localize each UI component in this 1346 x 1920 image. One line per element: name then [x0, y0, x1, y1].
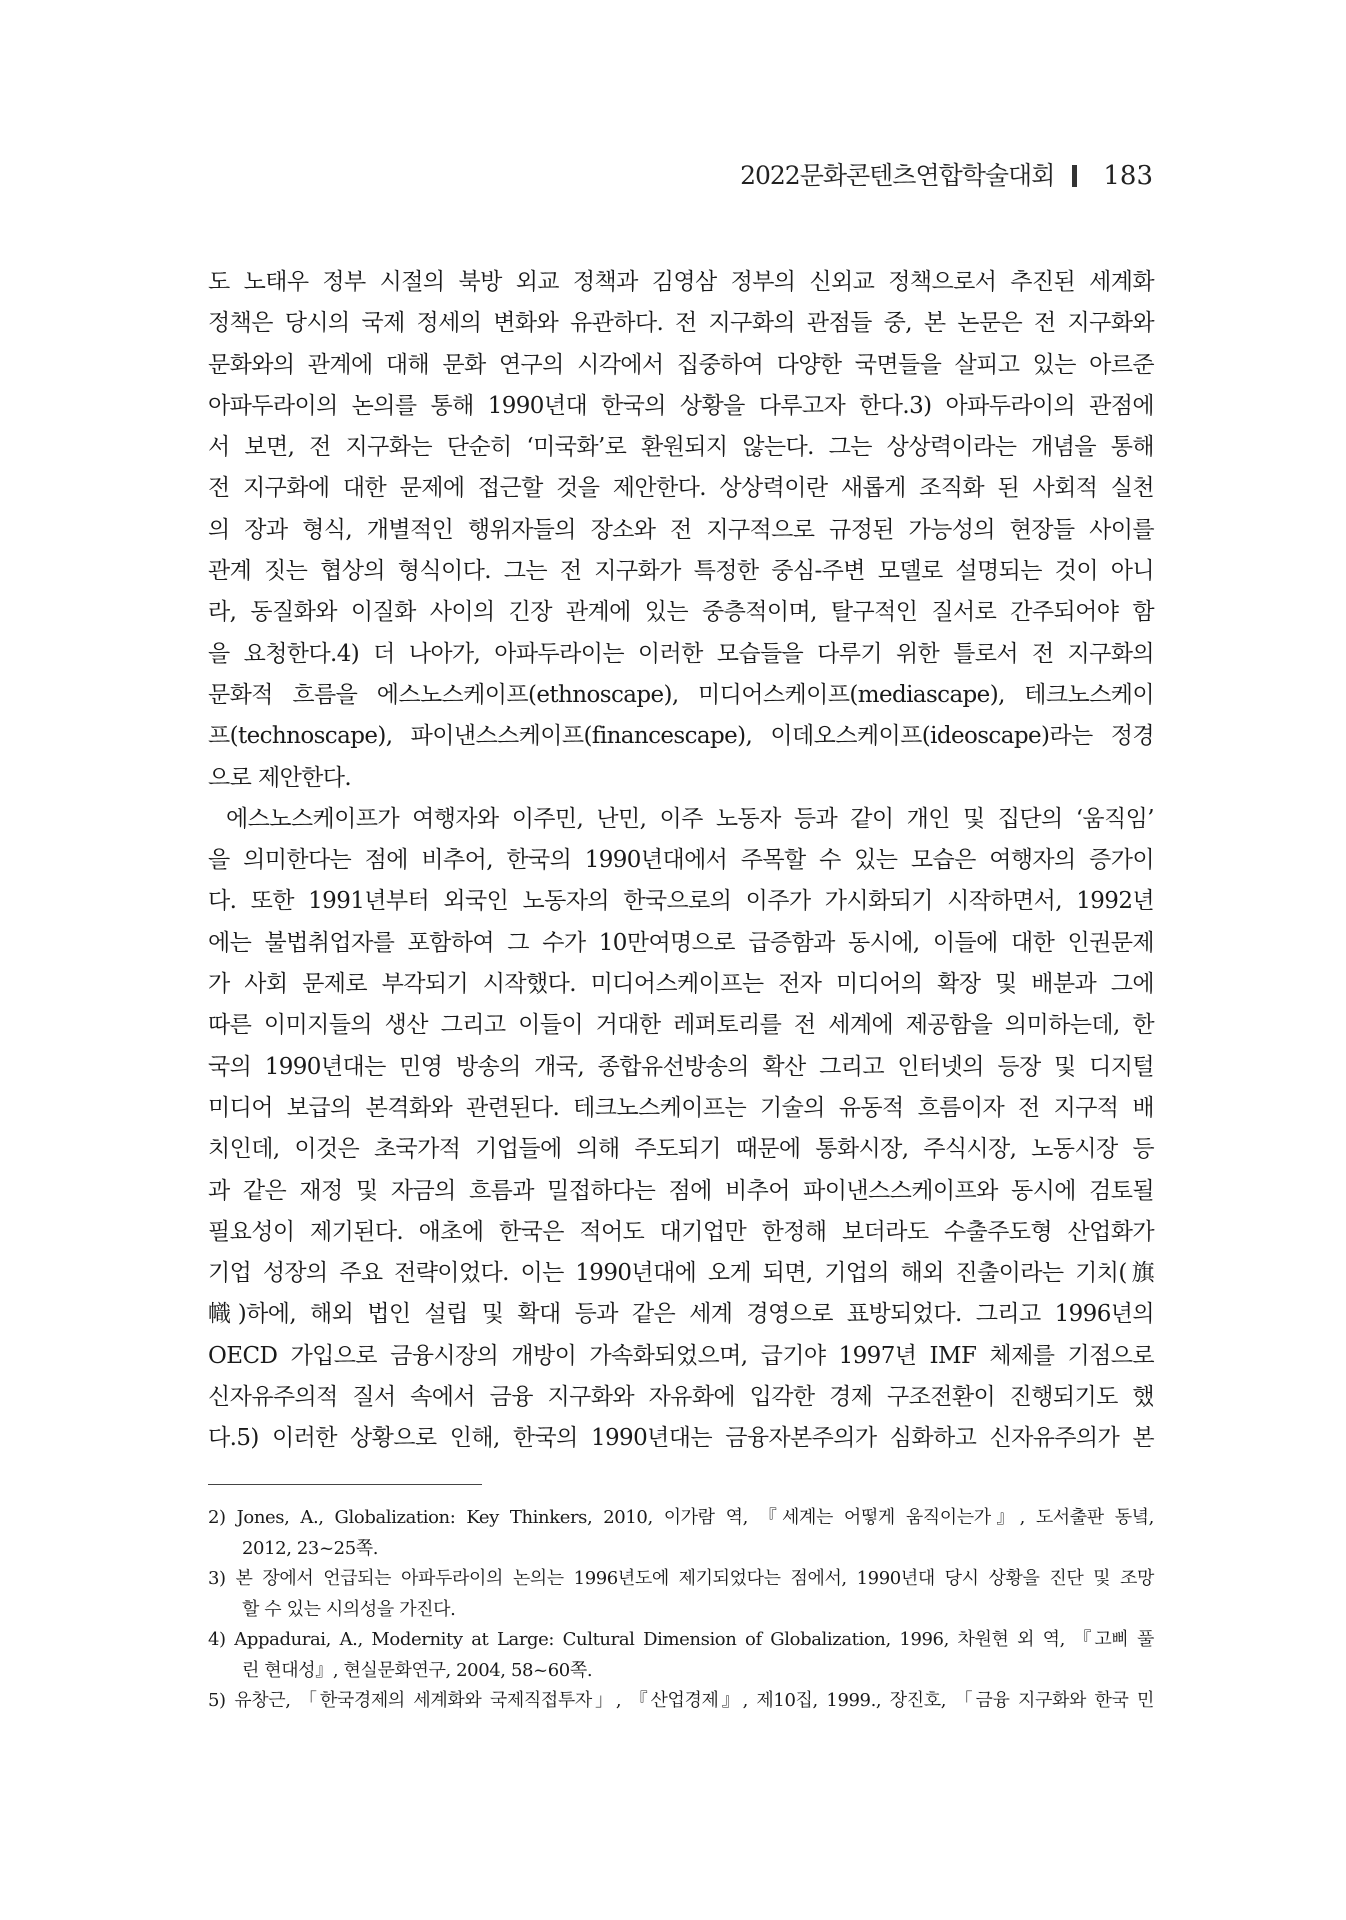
body-text — [208, 262, 1154, 1460]
body-line: 과 같은 재정 및 자금의 흐름과 밀접하다는 점에 비추어 파이낸스스케이프와 동시에 검토될 — [208, 1177, 1154, 1204]
body-line: 을 요청한다.4) 더 나아가, 아파두라이는 이러한 모습들을 다루기 위한 틀로서 전 지구화의 — [208, 640, 1154, 667]
body-line: 신자유주의적 질서 속에서 금융 지구화와 자유화에 입각한 경제 구조전환이 진행되기도 했 — [208, 1384, 1154, 1411]
body-line: 프(technoscape), 파이낸스스케이프(financescape), 이데오스케이프(ideoscape)라는 정경 — [208, 723, 1154, 750]
footnote-line: 2012, 23~25쪽. — [242, 1537, 379, 1559]
body-line: 필요성이 제기된다. 애초에 한국은 적어도 대기업만 한정해 보더라도 수출주도형 산업화가 — [208, 1218, 1154, 1245]
header-title: 2022문화콘텐츠연합학술대회 — [740, 161, 1055, 190]
footnote-line: 4) Appadurai, A., Modernity at Large: Cultural Dimension of Globalization, 1996, 차원현 외 역, 『고삐 풀 — [208, 1629, 1154, 1650]
body-line: 문화와의 관계에 대해 문화 연구의 시각에서 집중하여 다양한 국면들을 살피고 있는 아르준 — [208, 351, 1154, 378]
body-line: 으로 제안한다. — [208, 764, 352, 791]
running-header — [740, 160, 1153, 192]
footnotes — [208, 1503, 1154, 1717]
body-line: 기업 성장의 주요 전략이었다. 이는 1990년대에 오게 되면, 기업의 해외 진출이라는 기치(旗 — [208, 1260, 1154, 1287]
footnote-line: 할 수 있는 시의성을 가진다. — [242, 1598, 456, 1620]
body-line: 을 의미한다는 점에 비추어, 한국의 1990년대에서 주목할 수 있는 모습은 여행자의 증가이 — [208, 847, 1154, 874]
footnote-line: 5) 유창근, 「한국경제의 세계화와 국제직접투자」, 『산업경제』, 제10집, 1999., 장진호, 「금융 지구화와 한국 민 — [208, 1690, 1154, 1711]
body-line: 에는 불법취업자를 포함하여 그 수가 10만여명으로 급증함과 동시에, 이들에 대한 인권문제 — [208, 929, 1154, 956]
body-line: 에스노스케이프가 여행자와 이주민, 난민, 이주 노동자 등과 같이 개인 및 집단의 ‘움직임’ — [226, 805, 1154, 832]
body-line: 치인데, 이것은 초국가적 기업들에 의해 주도되기 때문에 통화시장, 주식시장, 노동시장 등 — [208, 1136, 1154, 1163]
body-line: 라, 동질화와 이질화 사이의 긴장 관계에 있는 중층적이며, 탈구적인 질서로 간주되어야 함 — [208, 599, 1154, 626]
body-line: 문화적 흐름을 에스노스케이프(ethnoscape), 미디어스케이프(mediascape), 테크노스케이 — [208, 681, 1154, 708]
body-line: 국의 1990년대는 민영 방송의 개국, 종합유선방송의 확산 그리고 인터넷의 등장 및 디지털 — [208, 1053, 1154, 1080]
footnote-line: 린 현대성』, 현실문화연구, 2004, 58~60쪽. — [242, 1659, 593, 1681]
body-line: 미디어 보급의 본격화와 관련된다. 테크노스케이프는 기술의 유동적 흐름이자 전 지구적 배 — [208, 1094, 1154, 1121]
header-separator — [1072, 165, 1077, 187]
body-line: 정책은 당시의 국제 정세의 변화와 유관하다. 전 지구화의 관점들 중, 본 논문은 전 지구화와 — [208, 310, 1154, 337]
footnote-separator — [208, 1484, 482, 1485]
body-line: 의 장과 형식, 개별적인 행위자들의 장소와 전 지구적으로 규정된 가능성의 현장들 사이를 — [208, 516, 1154, 543]
body-line: 도 노태우 정부 시절의 북방 외교 정책과 김영삼 정부의 신외교 정책으로서 추진된 세계화 — [208, 269, 1154, 295]
body-line: 아파두라이의 논의를 통해 1990년대 한국의 상황을 다루고자 한다.3) 아파두라이의 관점에 — [208, 392, 1154, 419]
body-line: 다.5) 이러한 상황으로 인해, 한국의 1990년대는 금융자본주의가 심화하고 신자유주의가 본 — [208, 1425, 1154, 1452]
body-line: 전 지구화에 대한 문제에 접근할 것을 제안한다. 상상력이란 새롭게 조직화 된 사회적 실천 — [208, 475, 1154, 502]
body-line: 서 보면, 전 지구화는 단순히 ‘미국화’로 환원되지 않는다. 그는 상상력이라는 개념을 통해 — [208, 434, 1154, 461]
body-line: 따른 이미지들의 생산 그리고 이들이 거대한 레퍼토리를 전 세계에 제공함을 의미하는데, 한 — [208, 1012, 1154, 1039]
footnote-line: 3) 본 장에서 언급되는 아파두라이의 논의는 1996년도에 제기되었다는 점에서, 1990년대 당시 상황을 진단 및 조망 — [208, 1568, 1154, 1589]
body-line: OECD 가입으로 금융시장의 개방이 가속화되었으며, 급기야 1997년 IMF 체제를 기점으로 — [208, 1342, 1154, 1369]
body-line: 관계 짓는 협상의 형식이다. 그는 전 지구화가 특정한 중심-주변 모델로 설명되는 것이 아니 — [208, 558, 1154, 585]
body-line: 가 사회 문제로 부각되기 시작했다. 미디어스케이프는 전자 미디어의 확장 및 배분과 그에 — [208, 971, 1154, 998]
page-number: 183 — [1103, 161, 1153, 191]
body-line: 幟)하에, 해외 법인 설립 및 확대 등과 같은 세계 경영으로 표방되었다. 그리고 1996년의 — [208, 1301, 1154, 1328]
body-line: 다. 또한 1991년부터 외국인 노동자의 한국으로의 이주가 가시화되기 시작하면서, 1992년 — [208, 888, 1154, 915]
footnote-line: 2) Jones, A., Globalization: Key Thinkers, 2010, 이가람 역, 『세계는 어떻게 움직이는가』, 도서출판 동녘, — [208, 1507, 1154, 1528]
